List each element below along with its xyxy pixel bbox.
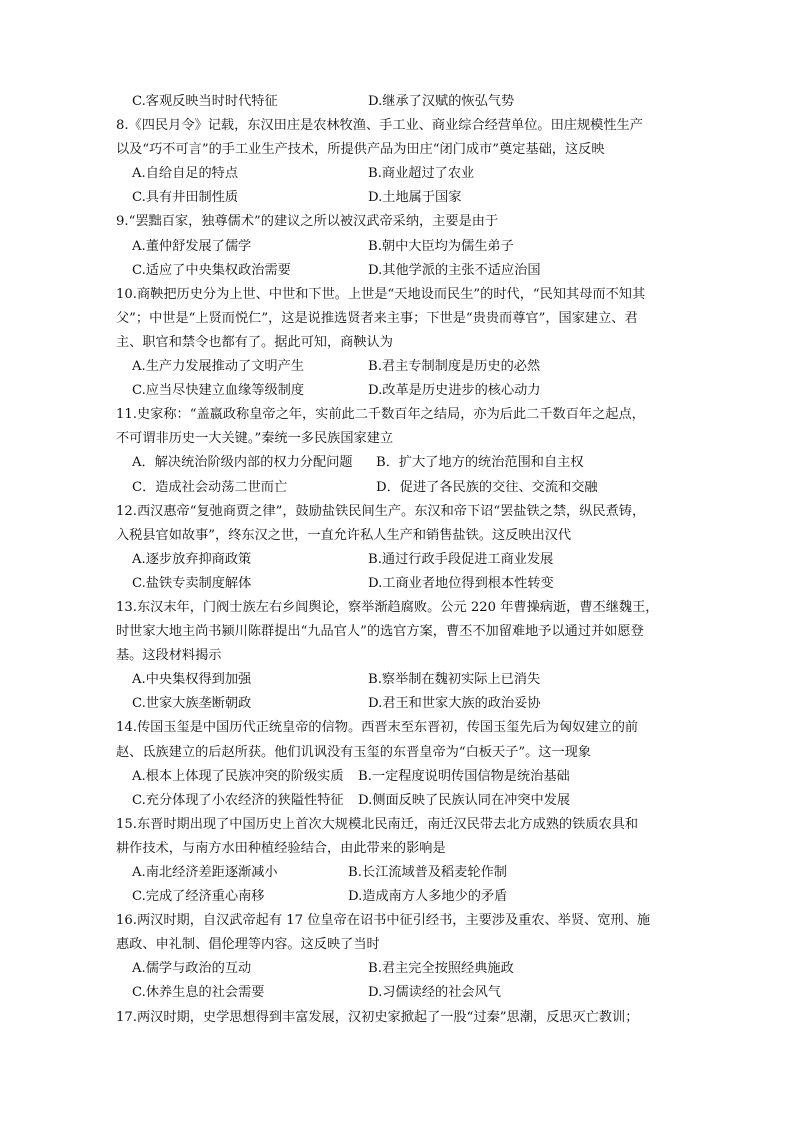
answer-option: D.改革是历史进步的核心动力	[368, 383, 541, 399]
question-text-line: 14.传国玉玺是中国历代正统皇帝的信物。西晋末至东晋初，传国玉玺先后为匈奴建立的前	[116, 720, 639, 736]
answer-option: B.通过行政手段促进工商业发展	[368, 551, 554, 567]
answer-option: B．扩大了地方的统治范围和自主权	[376, 455, 584, 471]
answer-option: D.继承了汉赋的恢弘气势	[368, 94, 515, 109]
answer-option: B.商业超过了农业	[368, 166, 475, 182]
question-text-line: 9.“罢黜百家，独尊儒术”的建议之所以被汉武帝采纳，主要是由于	[116, 214, 499, 230]
answer-option: D.君王和世家大族的政治妥协	[368, 696, 541, 712]
answer-options-row	[116, 90, 686, 114]
answer-option: C.应当尽快建立血缘等级制度	[132, 383, 305, 399]
answer-options-row	[116, 355, 686, 379]
answer-option: B.君主专制制度是历史的必然	[368, 359, 541, 375]
answer-option: B.朝中大臣均为儒生弟子	[368, 238, 514, 254]
answer-option: B.察举制在魏初实际上已消失	[368, 672, 541, 688]
answer-option: C.充分体现了小农经济的狭隘性特征	[132, 792, 344, 808]
answer-option: C.完成了经济重心南移	[132, 889, 265, 905]
answer-option: A.根本上体现了民族冲突的阶级实质	[132, 768, 344, 784]
answer-options-row	[116, 668, 686, 692]
answer-option: B.长江流域普及稻麦轮作制	[348, 865, 507, 880]
answer-options-row	[116, 885, 686, 909]
question-text-line: 主、职官和禁令也都有了。据此可知，商鞅认为	[116, 334, 393, 350]
answer-option: C．造成社会动荡二世而亡	[132, 479, 288, 495]
answer-option: C.休养生息的社会需要	[132, 985, 265, 1001]
answer-option: D.习儒读经的社会风气	[368, 985, 501, 1001]
answer-options-row	[116, 259, 686, 283]
question-text-line: 12.西汉惠帝“复弛商贾之律”，鼓励盐铁民间生产。东汉和帝下诏“罢盐铁之禁，纵民煮铸，	[116, 503, 646, 519]
question-text-line: 入税县官如故事”，终东汉之世，一直允许私人生产和销售盐铁。这反映出汉代	[116, 527, 572, 543]
answer-option: A．解决统治阶级内部的权力分配问题	[132, 455, 353, 471]
answer-options-row	[116, 572, 686, 596]
question-text-line: 8.《四民月令》记载，东汉田庄是农林牧渔、手工业、商业综合经营单位。田庄规模性生产	[116, 118, 643, 134]
answer-option: A.逐步放弃抑商政策	[132, 551, 252, 567]
answer-option: C.具有井田制性质	[132, 190, 239, 206]
question-text-line: 赵、氐族建立的后赵所获。他们讥讽没有玉玺的东晋皇帝为“白板天子”。这一现象	[116, 744, 592, 760]
answer-option: D.土地属于国家	[368, 190, 462, 206]
answer-options-row	[116, 235, 686, 259]
question-text-line: 惠政、申礼制、倡伦理等内容。这反映了当时	[116, 937, 380, 953]
answer-option: A.董仲舒发展了儒学	[132, 238, 252, 254]
answer-option: B.君主完全按照经典施政	[368, 961, 514, 977]
answer-option: A.中央集权得到加强	[132, 672, 252, 688]
question-text-line: 17.两汉时期，史学思想得到丰富发展，汉初史家掀起了一股“过秦”思潮，反思灭亡教训；	[116, 1009, 639, 1025]
answer-options-row	[116, 379, 686, 403]
answer-option: D.工商业者地位得到根本性转变	[368, 575, 554, 591]
answer-option: A.自给自足的特点	[132, 166, 239, 182]
answer-option: A.生产力发展推动了文明产生	[132, 359, 304, 375]
question-text-line: 耕作技术，与南方水田种植经验结合，由此带来的影响是	[116, 840, 446, 856]
answer-option: D.其他学派的主张不适应治国	[368, 262, 541, 278]
question-text-line: 父”；中世是“上贤而悦仁”，这是说推选贤者来主事；下世是“贵贵而尊官”，国家建立、君	[116, 310, 638, 326]
answer-options-row	[116, 451, 686, 475]
exam-page	[116, 90, 686, 1030]
answer-options-row	[116, 981, 686, 1005]
answer-options-row	[116, 957, 686, 981]
question-text-line: 15.东晋时期出现了中国历史上首次大规模北民南迁，南迁汉民带去北方成熟的铁质农具和	[116, 816, 639, 832]
question-text-line: 不可谓非历史一大关键。”秦统一多民族国家建立	[116, 431, 394, 447]
answer-options-row	[116, 789, 686, 813]
answer-option: A.南北经济差距逐渐减小	[132, 865, 278, 880]
question-text-line: 时世家大地主尚书颍川陈群提出“九品官人”的选官方案，曹丕不加留难地予以通过并如愿登	[116, 624, 644, 640]
answer-options-row	[116, 548, 686, 572]
answer-option: C.客观反映当时时代特征	[132, 94, 278, 109]
question-text-line: 11.史家称：“盖嬴政称皇帝之年，实前此二千数百年之结局，亦为后此二千数百年之起点，	[116, 407, 645, 423]
answer-option: C.世家大族垄断朝政	[132, 696, 252, 712]
answer-option: D.造成南方人多地少的矛盾	[348, 889, 508, 905]
answer-options-row	[116, 692, 686, 716]
answer-options-row	[116, 765, 686, 789]
question-text-line: 16.两汉时期，自汉武帝起有 17 位皇帝在诏书中征引经书，主要涉及重农、举贤、宽刑、施	[116, 913, 651, 929]
answer-option: D.侧面反映了民族认同在冲突中发展	[358, 792, 571, 808]
answer-option: C.适应了中央集权政治需要	[132, 262, 291, 278]
question-text-line: 10.商鞅把历史分为上世、中世和下世。上世是“天地设而民生”的时代，“民知其母而不知其	[116, 286, 646, 302]
answer-options-row	[116, 186, 686, 210]
answer-options-row	[116, 861, 686, 885]
question-text-line: 基。这段材料揭示	[116, 648, 222, 664]
question-text-line: 13.东汉末年，门阀士族左右乡闾舆论，察举渐趋腐败。公元 220 年曹操病逝，曹丕继魏王，	[116, 599, 659, 615]
question-text-line: 以及“巧不可言”的手工业生产技术，所提供产品为田庄“闭门成市”奠定基础，这反映	[116, 142, 605, 158]
answer-option: A.儒学与政治的互动	[132, 961, 252, 977]
answer-option: C.盐铁专卖制度解体	[132, 575, 252, 591]
answer-options-row	[116, 162, 686, 186]
answer-option: D．促进了各民族的交往、交流和交融	[376, 479, 598, 495]
answer-option: B.一定程度说明传国信物是统治基础	[358, 768, 570, 784]
answer-options-row	[116, 476, 686, 500]
